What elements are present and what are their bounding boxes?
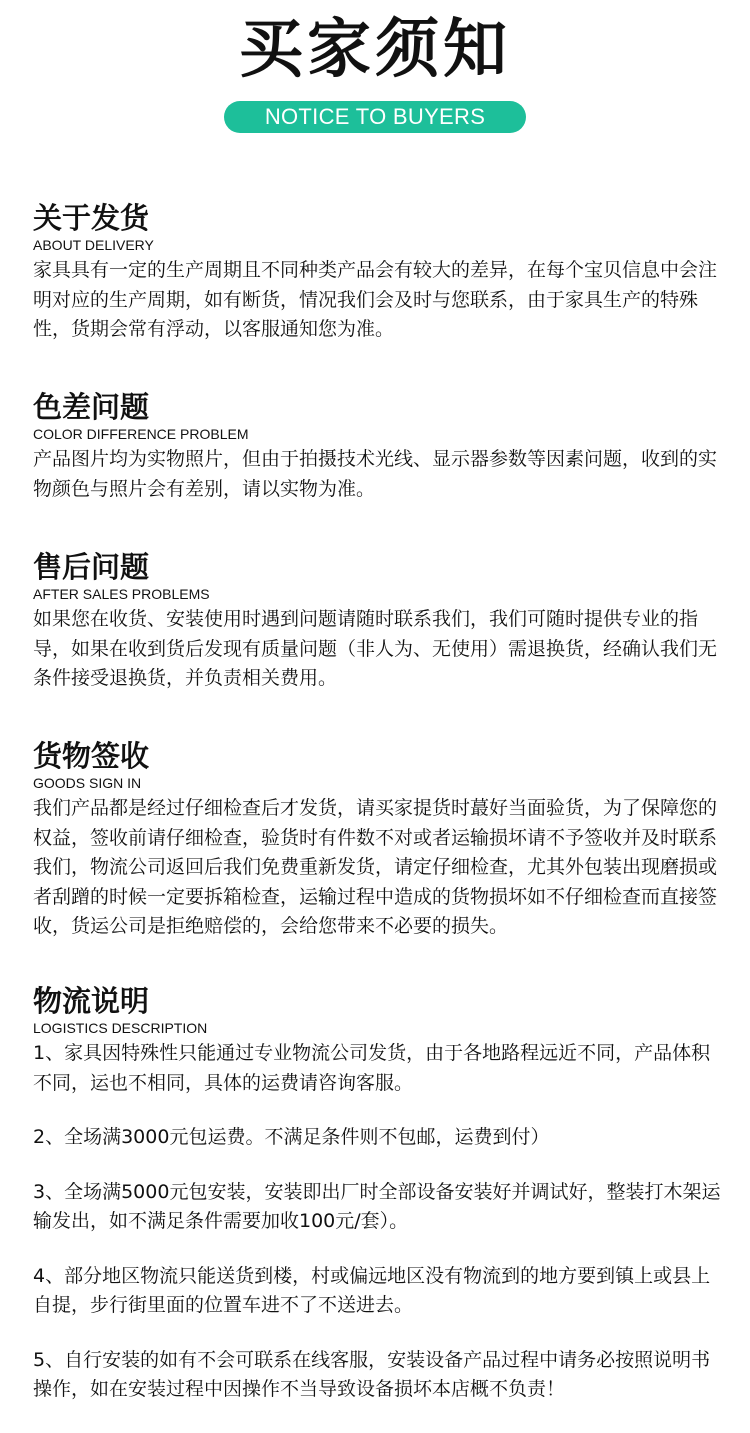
section-title: 售后问题 [33,550,150,584]
section-after-sales [33,549,723,694]
section-goods-sign-in [33,738,723,942]
logistics-item: 5、自行安装的如有不会可联系在线客服，安装设备产品过程中请务必按照说明书操作，如在安装过程中因操作不当导致设备损坏本店概不负责！ [33,1348,711,1400]
section-title: 货物签收 [33,739,150,773]
section-subtitle: GOODS SIGN IN [33,775,142,791]
subtitle-badge: NOTICE TO BUYERS [224,101,526,133]
section-paragraph: 家具具有一定的生产周期且不同种类产品会有较大的差异，在每个宝贝信息中会注明对应的生产周期，如有断货，情况我们会及时与您联系，由于家具生产的特殊性，货期会常有浮动，以客服通知您为准。 [33,259,718,340]
page-title: 买家须知 [239,13,511,87]
section-subtitle: ABOUT DELIVERY [33,237,154,253]
logistics-item: 1、家具因特殊性只能通过专业物流公司发货，由于各地路程远近不同，产品体积不同，运也不相同，具体的运费请咨询客服。 [33,1042,711,1094]
section-paragraph: 如果您在收货、安装使用时遇到问题请随时联系我们，我们可随时提供专业的指导，如果在收到货后发现有质量问题（非人为、无使用）需退换货，经确认我们无条件接受退换货，并负责相关费用。 [33,608,718,689]
section-title: 物流说明 [33,984,150,1018]
section-subtitle: LOGISTICS DESCRIPTION [33,1020,208,1036]
section-paragraph: 产品图片均为实物照片，但由于拍摄技术光线、显示器参数等因素问题，收到的实物颜色与照片会有差别，请以实物为准。 [33,448,718,500]
logistics-item: 2、全场满3000元包运费。不满足条件则不包邮，运费到付） [33,1126,550,1148]
section-paragraph: 我们产品都是经过仔细检查后才发货，请买家提货时蕞好当面验货，为了保障您的权益，签收前请仔细检查，验货时有件数不对或者运输损坏请不予签收并及时联系我们，物流公司返回后我们免费重新发货，请定仔细检查，尤其外包装出现磨损或者刮蹭的时候一定要拆箱检查，运输过程中造成的货物损坏如不仔细检查而直接签收，货运公司是拒绝赔偿的，会给您带来不必要的损失。 [33,797,718,937]
section-logistics [33,983,723,1405]
logistics-item: 4、部分地区物流只能送货到楼，村或偏远地区没有物流到的地方要到镇上或县上自提，步行街里面的位置车进不了不送进去。 [33,1264,711,1316]
section-subtitle: AFTER SALES PROBLEMS [33,586,210,602]
section-subtitle: COLOR DIFFERENCE PROBLEM [33,426,249,442]
logistics-item: 3、全场满5000元包安装，安装即出厂时全部设备安装好并调试好，整装打木架运输发出，如不满足条件需要加收100元/套）。 [33,1180,721,1232]
section-title: 色差问题 [33,390,150,424]
section-color-difference [33,389,723,504]
section-title: 关于发货 [33,201,150,235]
section-delivery [33,200,723,345]
